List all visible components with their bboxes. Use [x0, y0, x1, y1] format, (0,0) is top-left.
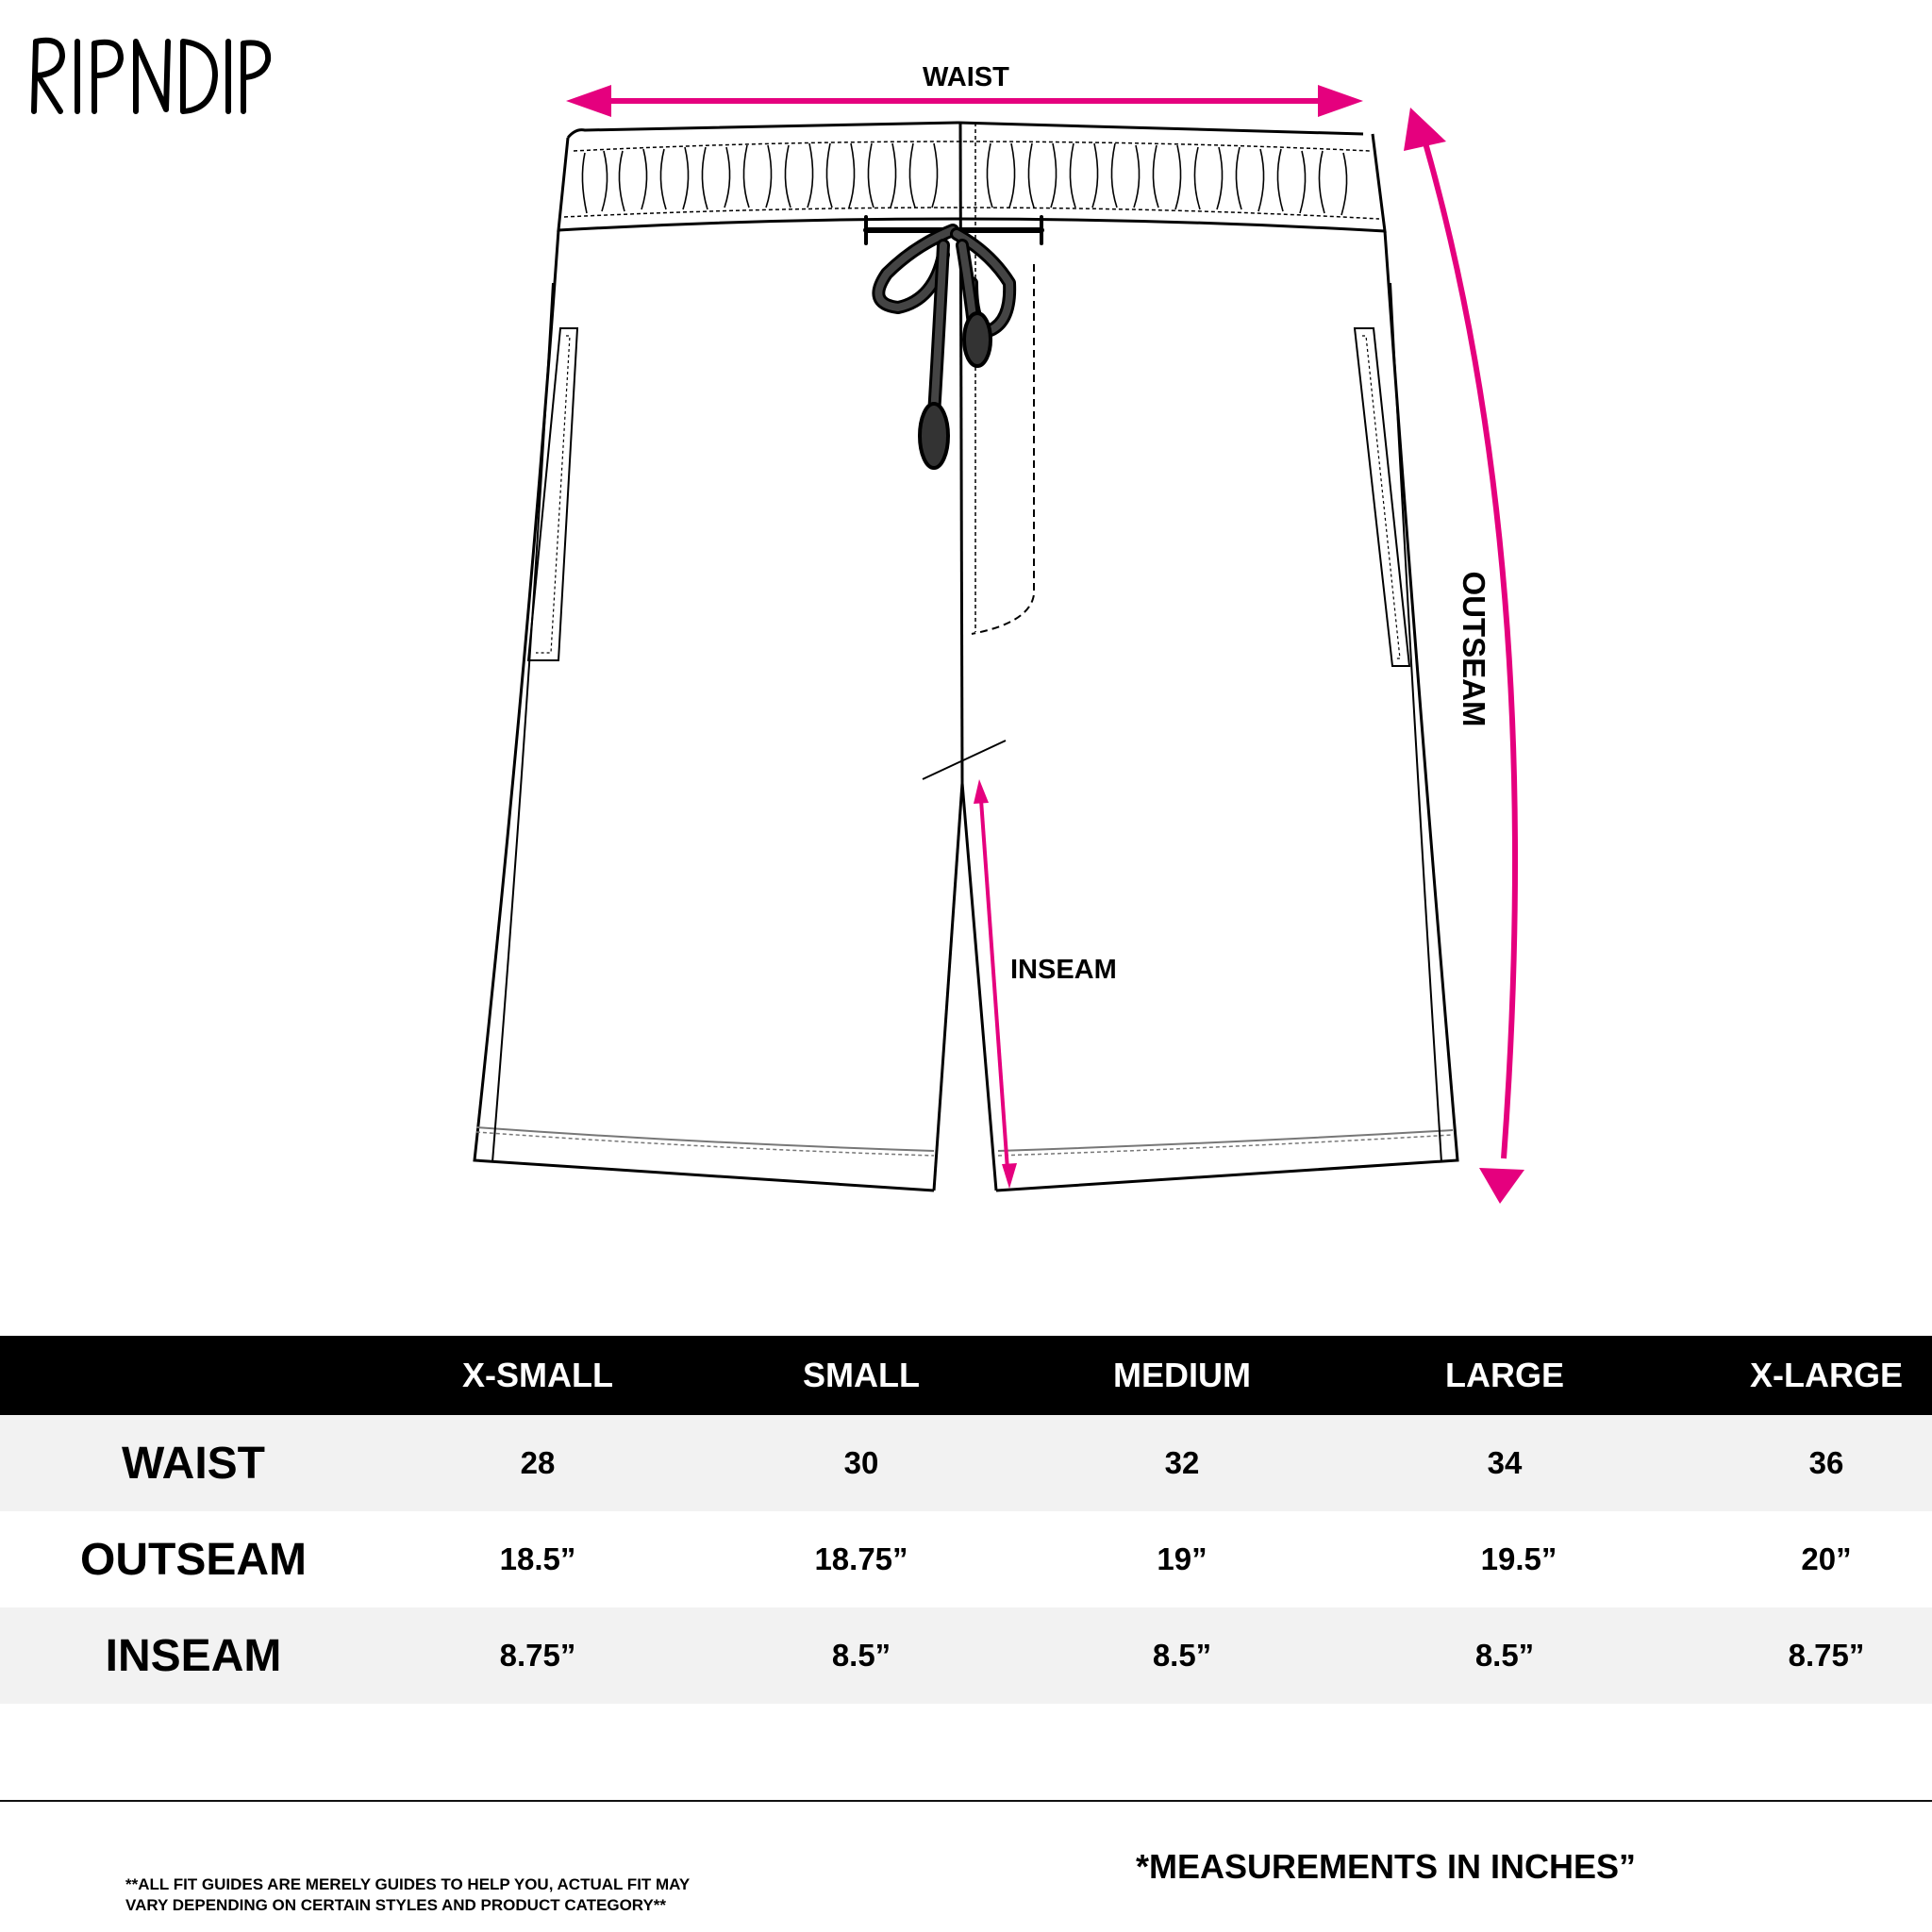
- table-row-inseam: [0, 1607, 1932, 1704]
- column-header-xlarge: X-LARGE: [1750, 1356, 1903, 1394]
- row-label-waist: WAIST: [122, 1438, 265, 1489]
- table-cell: 20”: [1801, 1541, 1852, 1576]
- table-cell: 36: [1808, 1445, 1844, 1480]
- size-chart-table: [0, 1336, 1932, 1704]
- footer-divider: [0, 1800, 1932, 1802]
- table-cell: 19”: [1157, 1541, 1208, 1576]
- row-label-outseam: OUTSEAM: [80, 1534, 307, 1585]
- table-cell: 30: [843, 1445, 879, 1480]
- table-cell: 8.75”: [1788, 1638, 1865, 1673]
- table-cell: 8.5”: [1474, 1638, 1535, 1673]
- column-header-medium: MEDIUM: [1113, 1356, 1251, 1394]
- table-header-row: [0, 1336, 1932, 1415]
- table-cell: 34: [1487, 1445, 1523, 1480]
- fit-disclaimer: [125, 1874, 786, 1916]
- outseam-label: OUTSEAM: [1457, 571, 1491, 727]
- table-cell: 8.5”: [831, 1638, 891, 1673]
- table-row-outseam: [0, 1511, 1932, 1607]
- disclaimer-line-2: VARY DEPENDING ON CERTAIN STYLES AND PRODUCT CATEGORY**: [125, 1896, 667, 1914]
- table-cell: 19.5”: [1480, 1541, 1557, 1576]
- column-header-large: LARGE: [1445, 1356, 1564, 1394]
- inseam-label: INSEAM: [1010, 955, 1117, 985]
- table-row-waist: [0, 1415, 1932, 1511]
- table-cell: 28: [520, 1445, 556, 1480]
- waist-label: WAIST: [923, 62, 1009, 92]
- table-cell: 8.75”: [499, 1638, 576, 1673]
- disclaimer-line-1: **ALL FIT GUIDES ARE MERELY GUIDES TO HELP YOU, ACTUAL FIT MAY: [125, 1875, 691, 1893]
- column-header-xsmall: X-SMALL: [462, 1356, 613, 1394]
- table-cell: 18.75”: [814, 1541, 908, 1576]
- measurement-units-note: *MEASUREMENTS IN INCHES”: [1136, 1847, 1637, 1886]
- column-header-small: SMALL: [803, 1356, 920, 1394]
- table-cell: 8.5”: [1152, 1638, 1212, 1673]
- table-cell: 18.5”: [499, 1541, 576, 1576]
- waistband-gathers: [582, 143, 1346, 215]
- table-cell: 32: [1164, 1445, 1200, 1480]
- drawstring: [866, 217, 1041, 468]
- row-label-inseam: INSEAM: [105, 1630, 282, 1681]
